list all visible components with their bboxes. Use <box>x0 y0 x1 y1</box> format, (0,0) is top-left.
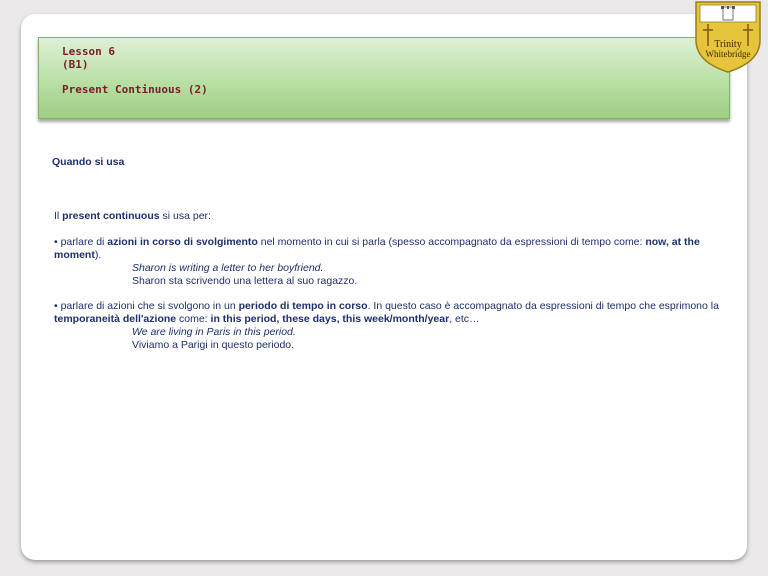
example-en-1: Sharon is writing a letter to her boyfriend. <box>132 262 324 274</box>
lesson-header <box>38 37 730 119</box>
logo-text-2: Whitebridge <box>705 49 751 59</box>
lesson-topic: Present Continuous (2) <box>62 83 208 96</box>
point-2: • parlare di azioni che si svolgono in un periodo di tempo in corso. In questo caso è accompagnato da espressioni di tempo che esprimono la temporaneità dell'azione come: in this period, these days, this week/month/year, etc… We are living in Paris in this period. Viviamo a Parigi in questo periodo. <box>54 300 724 352</box>
example-it-2: Viviamo a Parigi in questo periodo. <box>132 339 295 351</box>
section-heading: Quando si usa <box>52 156 125 168</box>
example-en-2: We are living in Paris in this period. <box>132 326 296 338</box>
point-1: • parlare di azioni in corso di svolgimento nel momento in cui si parla (spesso accompagnato da espressioni di tempo come: now, at the moment). Sharon is writing a letter to her boyfriend. Sharon sta scrivendo una lettera al suo ragazzo. <box>54 236 724 288</box>
lesson-number: Lesson 6 <box>62 45 115 58</box>
lesson-level: (B1) <box>62 58 89 71</box>
shield-crest-icon <box>694 0 762 74</box>
logo-text-1: Trinity <box>714 39 742 50</box>
example-it-1: Sharon sta scrivendo una lettera al suo ragazzo. <box>132 275 358 287</box>
intro-text: Il present continuous si usa per: <box>54 210 211 222</box>
